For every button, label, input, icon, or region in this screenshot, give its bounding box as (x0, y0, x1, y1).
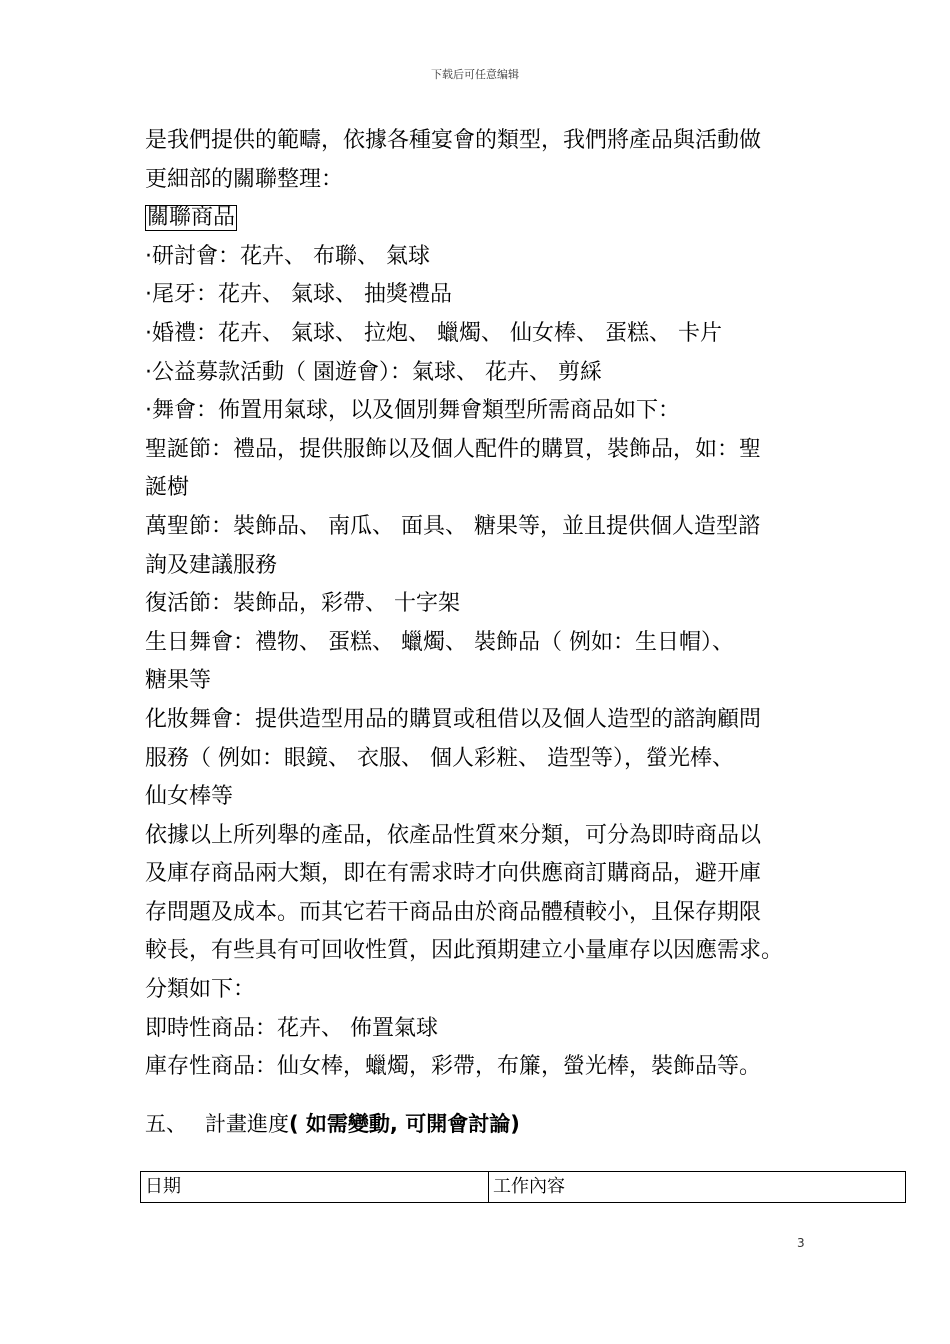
paragraph-line: 更細部的關聯整理： (145, 166, 344, 192)
list-item: ·研討會：花卉、 布聯、 氣球 (145, 243, 430, 269)
section-heading (145, 1107, 825, 1141)
section-title: 計畫進度 (205, 1111, 289, 1136)
section-note: ( 如需變動, 可開會討論) (289, 1111, 520, 1136)
list-item: ·尾牙：花卉、 氣球、 抽獎禮品 (145, 282, 452, 308)
document-body (145, 122, 825, 1141)
paragraph-line: 仙女棒等 (145, 784, 234, 810)
page-number: 3 (797, 1236, 805, 1250)
section-spacer (145, 1087, 825, 1107)
page-header: 下载后可任意编辑 (431, 68, 519, 81)
paragraph-line: 聖誕節：禮品，提供服飾以及個人配件的購買，裝飾品，如：聖 (145, 436, 762, 462)
paragraph-line: 服務（ 例如：眼鏡、 衣服、 個人彩粧、 造型等），螢光棒、 (145, 745, 734, 771)
related-products-label: 關聯商品 (147, 205, 236, 231)
paragraph-line: 及庫存商品兩大類，即在有需求時才向供應商訂購商品，避开庫 (145, 861, 762, 887)
paragraph-line: 庫存性商品：仙女棒，蠟燭，彩帶，布簾，螢光棒，裝飾品等。 (145, 1054, 762, 1080)
paragraph-line: 即時性商品：花卉、 佈置氣球 (145, 1015, 438, 1041)
section-number: 五、 (145, 1111, 187, 1136)
paragraph-line: 分類如下： (145, 977, 256, 1003)
paragraph-line: 是我們提供的範疇，依據各種宴會的類型，我們將產品與活動做 (145, 128, 762, 153)
paragraph-line: 糖果等 (145, 668, 212, 694)
paragraph-line: 詢及建議服務 (145, 552, 278, 578)
paragraph-line: 萬聖節：裝飾品、 南瓜、 面具、 糖果等，並且提供個人造型諮 (145, 513, 760, 539)
paragraph-line: 依據以上所列舉的產品，依產品性質來分類，可分為即時商品以 (145, 822, 762, 848)
list-item: ·舞會：佈置用氣球，以及個別舞會類型所需商品如下： (145, 398, 680, 424)
paragraph-line: 較長，有些具有可回收性質，因此預期建立小量庫存以因應需求。 (145, 938, 784, 964)
boxed-heading-line (145, 199, 825, 238)
table-header-work-content: 工作內容 (493, 1176, 565, 1197)
table-header-date: 日期 (141, 1172, 489, 1202)
paragraph-line: 生日舞會：禮物、 蛋糕、 蠟燭、 裝飾品（ 例如：生日帽）、 (145, 629, 734, 655)
paragraph-line: 誕樹 (145, 475, 190, 501)
paragraph-line: 復活節：裝飾品，彩帶、 十字架 (145, 591, 460, 617)
paragraph-line: 存問題及成本。而其它若干商品由於商品體積較小，且保存期限 (145, 899, 762, 925)
schedule-table (140, 1171, 906, 1203)
list-item: ·公益募款活動（ 園遊會）：氣球、 花卉、 剪綵 (145, 359, 602, 385)
list-item: ·婚禮：花卉、 氣球、 拉炮、 蠟燭、 仙女棒、 蛋糕、 卡片 (145, 320, 722, 346)
paragraph-line: 化妝舞會：提供造型用品的購買或租借以及個人造型的諮詢顧問 (145, 706, 762, 732)
